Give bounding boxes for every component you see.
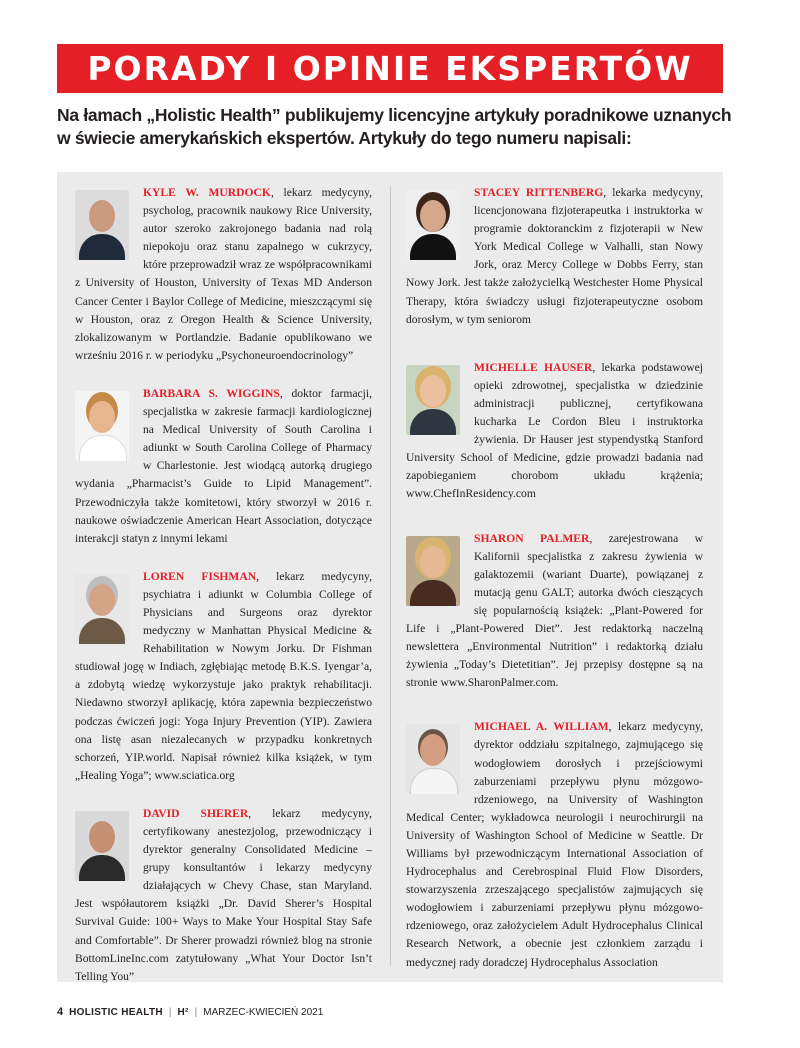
expert-entry-palmer bbox=[406, 530, 703, 693]
expert-bio: , zarejestrowana w Kalifornii specjalistka z zakresu żywienia w galaktozemii (wariant Duarte), powiązanej z mutacją genu GALT; autorka dwóch cieszących się popularnością książek: „Plant-Powered for Life i „Plant-Powered Diet”. Jest redaktorką naczelną newslettera „Environmental Nutrition” i redaktorką działu żywienia „Today’s Dietetitian”. Jej przepisy dostępne są na stronie www.SharonPalmer.com. bbox=[406, 531, 703, 690]
section-title: PORADY I OPINIE EKSPERTÓW bbox=[87, 49, 693, 88]
expert-entry-hauser bbox=[406, 359, 703, 504]
expert-name: BARBARA S. WIGGINS bbox=[143, 386, 280, 400]
intro-text: Na łamach „Holistic Health” publikujemy licencyjne artykuły poradnikowe uznanych w świecie amerykańskich ekspertów. Artykuły do tego numeru napisali: bbox=[57, 105, 732, 148]
footer-separator: | bbox=[168, 1006, 172, 1018]
expert-name: MICHAEL A. WILLIAM bbox=[474, 720, 609, 734]
expert-entry-sherer bbox=[75, 805, 372, 986]
page-footer bbox=[57, 1006, 323, 1018]
expert-entry-fishman bbox=[75, 568, 372, 785]
page-number: 4 bbox=[57, 1006, 64, 1018]
expert-name: DAVID SHERER bbox=[143, 806, 249, 820]
expert-photo bbox=[406, 536, 460, 606]
expert-name: STACEY RITTENBERG bbox=[474, 186, 604, 199]
expert-photo bbox=[406, 724, 460, 794]
expert-name: SHARON PALMER bbox=[474, 531, 590, 545]
expert-photo bbox=[406, 365, 460, 435]
experts-panel bbox=[57, 172, 723, 982]
experts-column-left bbox=[75, 184, 372, 986]
column-divider bbox=[390, 186, 391, 966]
issue-date: MARZEC-KWIECIEŃ 2021 bbox=[203, 1006, 324, 1018]
footer-separator: | bbox=[194, 1006, 198, 1018]
expert-name: KYLE W. MURDOCK bbox=[143, 186, 271, 199]
expert-entry-rittenberg bbox=[406, 184, 703, 329]
issue-code: H² bbox=[177, 1006, 189, 1018]
expert-bio: , lekarka podstawowej opieki zdrowotnej, specjalistka w dziedzinie administracji publicznej, certyfikowana kucharka Le Cordon Bleu i instruktorka żywienia. Dr Hauser jest stypendystką Stanford University School of Medicine, gdzie prowadzi badania nad zapobieganiem chorobom układu krążenia; www.ChefInResidency.com bbox=[406, 360, 703, 501]
expert-bio: , lekarka medycyny, licencjonowana fizjoterapeutka i instruktorka w programie doktoranckim z fizjoterapii w New York Medical College w Valhalli, stan Nowy Jork, oraz Mercy College w Dobbs Ferry, stan Nowy Jork. Jest także założycielką Westchester Home Physical Therapy, która świadczy usługi fizjoterapeutyczne osobom dorosłym, w tym seniorom bbox=[406, 186, 703, 326]
expert-entry-murdock bbox=[75, 184, 372, 365]
magazine-name: HOLISTIC HEALTH bbox=[69, 1006, 163, 1018]
experts-column-right bbox=[406, 184, 703, 972]
expert-photo bbox=[75, 391, 129, 461]
expert-bio: , lekarz medycyny, psycholog, pracownik naukowy Rice University, autor szeroko zakrojonego badania nad rolą niepokoju oraz stanu zapalnego w cukrzycy, które przeprowadził wraz ze współpracownikami z University of Houston, University of Texas MD Anderson Cancer Center i Baylor College of Medicine, mieszczącymi się w Houston, oraz z Oregon Health & Science University, zlokalizowanym w Portlandzie. Badanie opublikowano we wrześniu 2016 r. w periodyku „Psychoneuroendocrinology” bbox=[75, 186, 373, 362]
expert-bio: , lekarz medycyny, dyrektor oddziału szpitalnego, zajmującego się wodogłowiem dorosłych i przejściowymi zaburzeniami przepływu płynu mózgowo-rdzeniowego, na University of Washington Medical Center; wykładowca neurologii i neurochirurgii na University of Washington School of Medicine w Seattle. Dr Williams był przewodniczącym International Association of Hydrocephalus and Cerebrospinal Fluid Flow Disorders, stowarzyszenia zrzeszającego specjalistów zajmujących się wodogłowiem i zaburzeniami przepływu płynu mózgowo-rdzeniowego, oraz założycielem Adult Hydrocephalus Clinical Research Network, a obecnie jest członkiem zarządu i medycznej rady doradczej Hydrocephalus Association bbox=[406, 720, 703, 969]
expert-bio: , lekarz medycyny, certyfikowany anestezjolog, przewodniczący i dyrektor generalny Consolidated Medicine – grupy konsultantów i lekarzy medycyny działających w Chevy Chase, stan Maryland. Jest współautorem książki „Dr. David Sherer’s Hospital Survival Guide: 100+ Ways to Make Your Hospital Stay Safe and Comfortable”. Dr Sherer prowadzi również blog na stronie BottomLineInc.com zatytułowany „What Your Doctor Isn’t Telling You” bbox=[75, 806, 372, 983]
expert-name: LOREN FISHMAN bbox=[143, 569, 257, 583]
expert-entry-wiggins bbox=[75, 385, 372, 548]
expert-photo bbox=[75, 811, 129, 881]
expert-name: MICHELLE HAUSER bbox=[474, 360, 593, 374]
expert-bio: , doktor farmacji, specjalistka w zakresie farmacji kardiologicznej na Medical University of South Carolina i adiunkt w South Carolina College of Pharmacy w Charlestonie. Jest wiodącą autorką drugiego wydania „Pharmacist’s Guide to Lipid Management”. Przewodniczyła także komitetowi, który stworzył w 2016 r. naukowe oświadczenie American Heart Association, dotyczące interakcji statyn z innymi lekami bbox=[75, 386, 372, 545]
section-banner bbox=[57, 44, 723, 93]
expert-entry-william bbox=[406, 718, 703, 971]
expert-photo bbox=[75, 190, 129, 260]
expert-photo bbox=[406, 190, 460, 260]
expert-photo bbox=[75, 574, 129, 644]
expert-bio: , lekarz medycyny, psychiatra i adiunkt w Columbia College of Physicians and Surgeons oraz dyrektor medyczny w Manhattan Physical Medicine & Rehabilitation w Nowym Jorku. Dr Fishman studiował jogę w Indiach, zgłębiając metodę B.K.S. Iyengar’a, a zdobytą wiedzę wykorzystuje jako praktyk rehabilitacji. Niedawno stworzył aplikację, która zapewnia bezpieczeństwo podczas ćwiczeń jogi: Yoga Injury Prevention (YIP). Zawiera ona listę asan niezalecanych w przypadku konkretnych schorzeń, YIP.world. Napisał również kilka książek, w tym „Healing Yoga”; www.sciatica.org bbox=[75, 569, 372, 782]
